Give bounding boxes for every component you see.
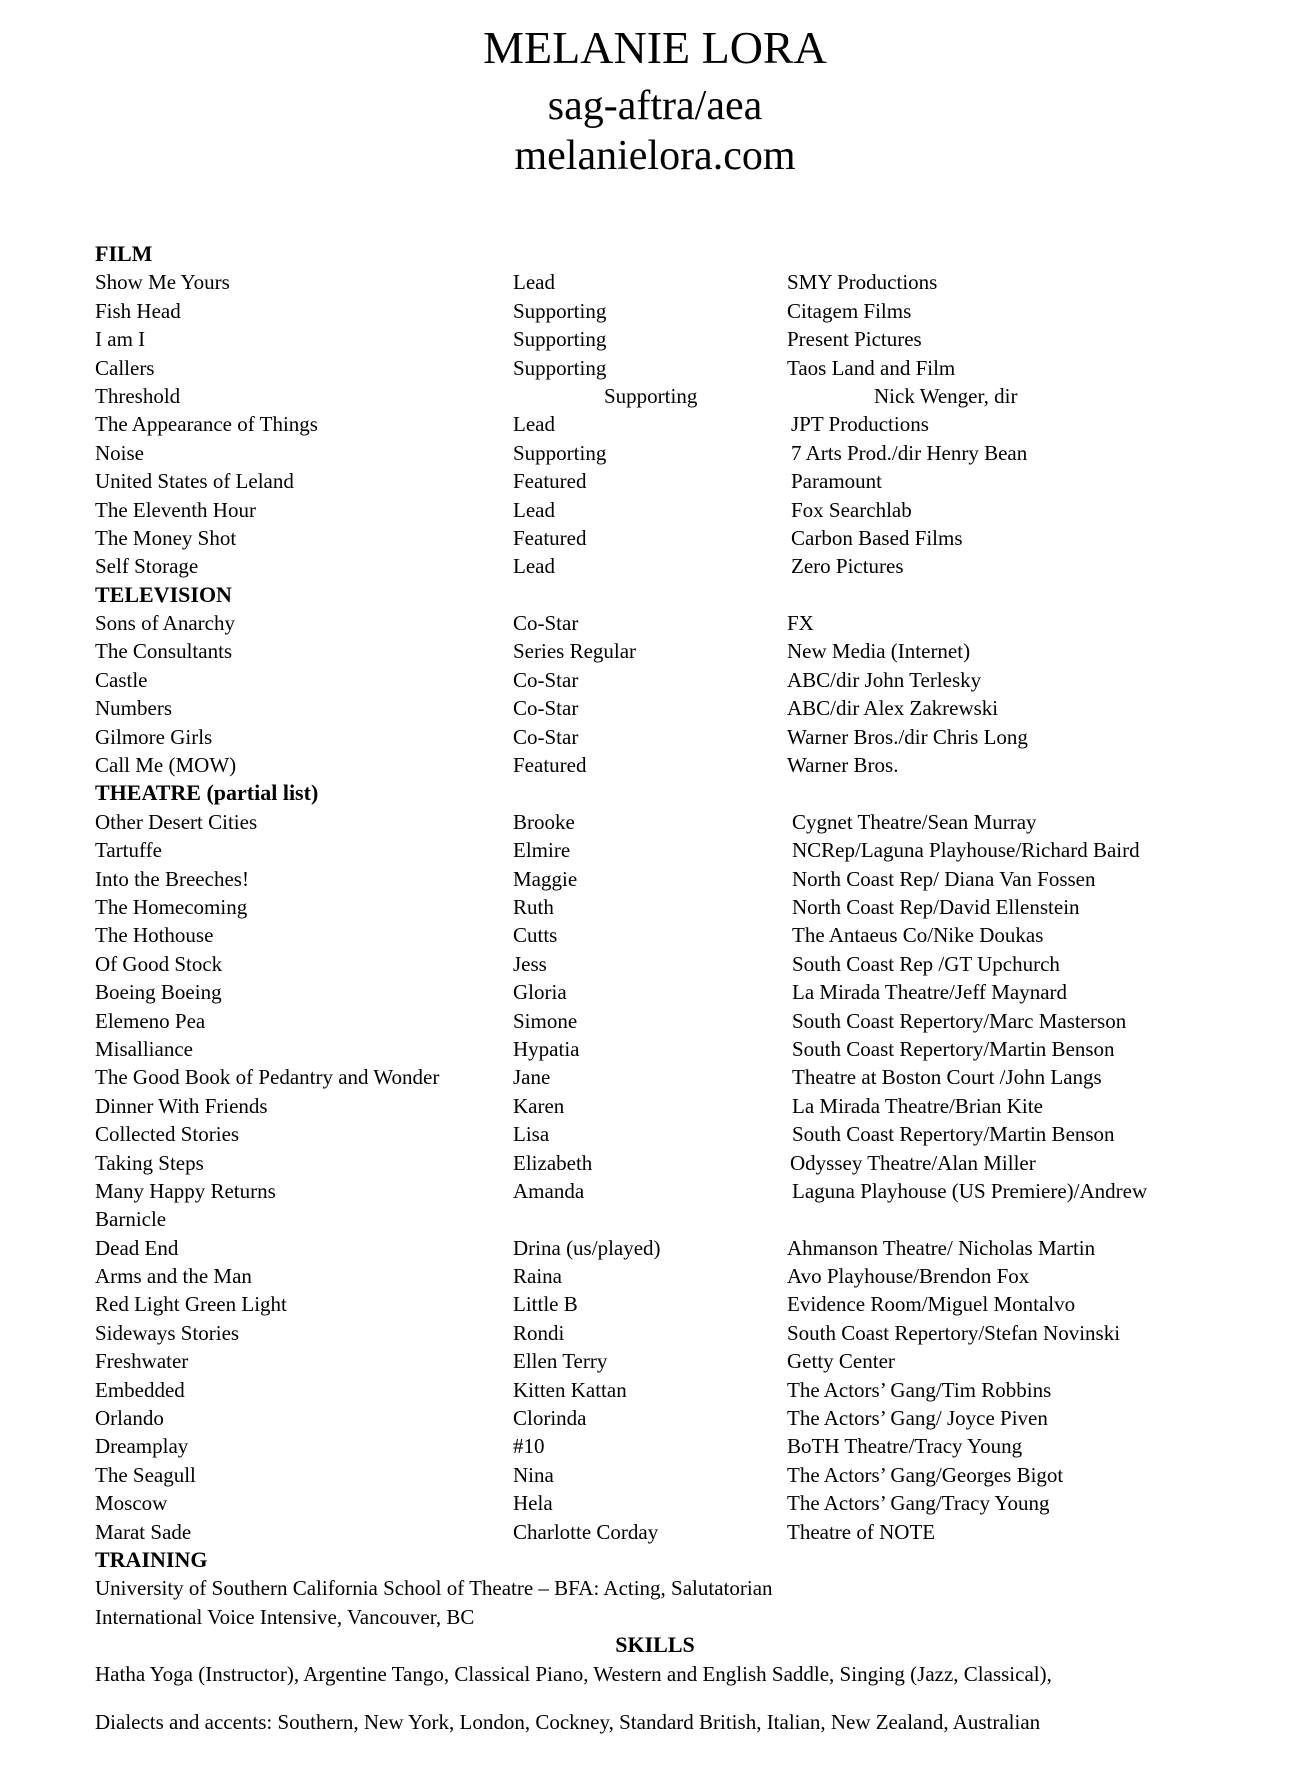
credit-role: Supporting <box>513 327 607 352</box>
credit-company: Odyssey Theatre/Alan Miller <box>790 1150 1036 1175</box>
credit-role: Rondi <box>513 1320 565 1345</box>
credit-company: North Coast Rep/ Diana Van Fossen <box>792 866 1096 891</box>
film-credits <box>0 268 1310 580</box>
credit-row <box>0 524 1310 552</box>
credit-role: Maggie <box>513 866 578 891</box>
credit-company: South Coast Repertory/Stefan Novinski <box>787 1320 1121 1345</box>
credit-company: New Media (Internet) <box>787 639 971 664</box>
credit-row <box>0 978 1310 1006</box>
credit-title: United States of Leland <box>95 469 294 494</box>
credit-row <box>0 1489 1310 1517</box>
skills-line: Hatha Yoga (Instructor), Argentine Tango, Classical Piano, Western and English Saddle, Singing (Jazz, Classical), <box>95 1661 1052 1686</box>
credit-role: Supporting <box>513 298 607 323</box>
credit-title: Castle <box>95 667 148 692</box>
credit-row <box>0 1149 1310 1177</box>
credit-row <box>0 1007 1310 1035</box>
credit-row <box>0 1035 1310 1063</box>
credit-company: Evidence Room/Miguel Montalvo <box>787 1292 1076 1317</box>
theatre-wrap-line: Barnicle <box>95 1207 167 1232</box>
credit-title: Show Me Yours <box>95 270 230 295</box>
credit-row <box>0 325 1310 353</box>
credit-role: Jess <box>513 951 547 976</box>
credit-title: Into the Breeches! <box>95 866 249 891</box>
credit-company: La Mirada Theatre/Jeff Maynard <box>792 980 1068 1005</box>
credit-row <box>0 1518 1310 1546</box>
training-section-heading: TRAINING <box>95 1546 208 1572</box>
dialects-line: Dialects and accents: Southern, New York, London, Cockney, Standard British, Italian, New Zealand, Australian <box>95 1709 1041 1734</box>
credit-title: Noise <box>95 440 144 465</box>
credit-role: Gloria <box>513 980 567 1005</box>
credit-company: NCRep/Laguna Playhouse/Richard Baird <box>792 838 1140 863</box>
credit-title: Sons of Anarchy <box>95 611 235 636</box>
credit-company: Taos Land and Film <box>787 355 956 380</box>
credit-company: Nick Wenger, dir <box>874 383 1018 408</box>
credit-role: Co-Star <box>513 611 579 636</box>
credit-role: Clorinda <box>513 1406 587 1431</box>
credit-title: Other Desert Cities <box>95 809 258 834</box>
credit-company: BoTH Theatre/Tracy Young <box>787 1434 1023 1459</box>
credit-title: Call Me (MOW) <box>95 753 237 778</box>
union-affiliation: sag-aftra/aea <box>547 83 763 129</box>
credit-row <box>0 382 1310 410</box>
credit-role: Co-Star <box>513 696 579 721</box>
credit-title: The Homecoming <box>95 894 248 919</box>
credit-row <box>0 694 1310 722</box>
credit-company: Ahmanson Theatre/ Nicholas Martin <box>787 1235 1096 1260</box>
credit-title: Fish Head <box>95 298 181 323</box>
credit-role: Elmire <box>513 838 571 863</box>
credit-title: Self Storage <box>95 554 199 579</box>
credit-title: Freshwater <box>95 1349 189 1374</box>
credit-company: Citagem Films <box>787 298 912 323</box>
credit-title: Boeing Boeing <box>95 980 222 1005</box>
credit-row <box>0 1262 1310 1290</box>
credit-role: Raina <box>513 1264 562 1289</box>
credit-row <box>0 637 1310 665</box>
credit-role: Little B <box>513 1292 578 1317</box>
credit-title: The Appearance of Things <box>95 412 318 437</box>
credit-title: Taking Steps <box>95 1150 204 1175</box>
credit-row <box>0 297 1310 325</box>
credit-company: FX <box>787 611 814 636</box>
credit-role: Lisa <box>513 1122 550 1147</box>
credit-title: Of Good Stock <box>95 951 223 976</box>
credit-title: Collected Stories <box>95 1122 240 1147</box>
credit-row <box>0 1120 1310 1148</box>
credit-title: Dead End <box>95 1235 179 1260</box>
credit-company: La Mirada Theatre/Brian Kite <box>792 1093 1043 1118</box>
credit-row <box>0 666 1310 694</box>
credit-role: Featured <box>513 753 587 778</box>
credit-row <box>0 496 1310 524</box>
credit-company: Paramount <box>791 469 882 494</box>
credit-row <box>0 751 1310 779</box>
credit-role: Co-Star <box>513 724 579 749</box>
credit-role: Hypatia <box>513 1036 580 1061</box>
training-line: International Voice Intensive, Vancouver, BC <box>95 1604 475 1629</box>
credit-company: Carbon Based Films <box>791 525 963 550</box>
credit-role: Nina <box>513 1462 554 1487</box>
television-section-heading: TELEVISION <box>95 581 232 607</box>
credit-company: Fox Searchlab <box>791 497 912 522</box>
credit-row <box>0 268 1310 296</box>
credit-role: #10 <box>513 1434 545 1459</box>
credit-title: The Eleventh Hour <box>95 497 256 522</box>
credit-title: Red Light Green Light <box>95 1292 287 1317</box>
theatre-credits <box>0 808 1310 1205</box>
credit-company: Theatre of NOTE <box>787 1519 936 1544</box>
credit-row <box>0 1461 1310 1489</box>
credit-role: Elizabeth <box>513 1150 593 1175</box>
credit-company: South Coast Repertory/Martin Benson <box>792 1122 1115 1147</box>
credit-row <box>0 1376 1310 1404</box>
credit-role: Supporting <box>513 355 607 380</box>
credit-row <box>0 723 1310 751</box>
credit-company: North Coast Rep/David Ellenstein <box>792 894 1080 919</box>
credit-company: The Actors’ Gang/Tracy Young <box>787 1491 1050 1516</box>
credit-row <box>0 893 1310 921</box>
credit-row <box>0 439 1310 467</box>
credit-row <box>0 1177 1310 1205</box>
credit-role: Cutts <box>513 923 558 948</box>
credit-title: Elemeno Pea <box>95 1008 206 1033</box>
credit-row <box>0 1063 1310 1091</box>
credit-role: Lead <box>513 412 555 437</box>
credit-company: Warner Bros. <box>787 753 899 778</box>
credit-role: Lead <box>513 497 555 522</box>
credit-role: Lead <box>513 270 555 295</box>
credit-company: The Antaeus Co/Nike Doukas <box>792 923 1044 948</box>
credit-title: Misalliance <box>95 1036 193 1061</box>
credit-company: JPT Productions <box>791 412 929 437</box>
credit-role: Supporting <box>513 440 607 465</box>
credit-role: Jane <box>513 1065 551 1090</box>
credit-company: 7 Arts Prod./dir Henry Bean <box>791 440 1028 465</box>
credit-row <box>0 552 1310 580</box>
credit-company: ABC/dir John Terlesky <box>787 667 982 692</box>
credit-row <box>0 410 1310 438</box>
credit-title: Dreamplay <box>95 1434 189 1459</box>
credit-row <box>0 1404 1310 1432</box>
credit-role: Drina (us/played) <box>513 1235 661 1260</box>
credit-role: Amanda <box>513 1178 585 1203</box>
credit-title: Numbers <box>95 696 172 721</box>
credit-role: Supporting <box>604 383 698 408</box>
credit-role: Co-Star <box>513 667 579 692</box>
credit-role: Brooke <box>513 809 575 834</box>
website-link[interactable]: melanielora.com <box>514 133 796 179</box>
spacer <box>0 1688 1310 1708</box>
credit-row <box>0 1234 1310 1262</box>
credit-company: Getty Center <box>787 1349 895 1374</box>
credit-company: Laguna Playhouse (US Premiere)/Andrew <box>792 1178 1148 1203</box>
credit-title: I am I <box>95 327 146 352</box>
credit-row <box>0 808 1310 836</box>
credit-title: Moscow <box>95 1491 168 1516</box>
credit-title: Marat Sade <box>95 1519 192 1544</box>
credit-role: Hela <box>513 1491 553 1516</box>
theatre-section-heading: THEATRE (partial list) <box>95 780 319 806</box>
credit-row <box>0 865 1310 893</box>
credit-title: The Hothouse <box>95 923 214 948</box>
credit-role: Lead <box>513 554 555 579</box>
credit-title: Many Happy Returns <box>95 1178 276 1203</box>
credit-company: Warner Bros./dir Chris Long <box>787 724 1028 749</box>
credit-company: Zero Pictures <box>791 554 904 579</box>
credit-row <box>0 1347 1310 1375</box>
credit-title: Orlando <box>95 1406 164 1431</box>
credit-title: Threshold <box>95 383 181 408</box>
credit-company: The Actors’ Gang/Tim Robbins <box>787 1377 1052 1402</box>
credit-row <box>0 1290 1310 1318</box>
credit-company: Present Pictures <box>787 327 922 352</box>
credit-role: Simone <box>513 1008 578 1033</box>
credit-row <box>0 836 1310 864</box>
credit-role: Featured <box>513 525 587 550</box>
credit-role: Kitten Kattan <box>513 1377 627 1402</box>
credit-row <box>0 921 1310 949</box>
film-section-heading: FILM <box>95 241 153 266</box>
training-line: University of Southern California School of Theatre – BFA: Acting, Salutatorian <box>95 1576 773 1601</box>
credit-row <box>0 354 1310 382</box>
credit-row <box>0 1319 1310 1347</box>
credit-title: The Consultants <box>95 639 233 664</box>
credit-company: South Coast Repertory/Marc Masterson <box>792 1008 1127 1033</box>
credit-title: The Good Book of Pedantry and Wonder <box>95 1065 440 1090</box>
credit-role: Ellen Terry <box>513 1349 608 1374</box>
credit-role: Charlotte Corday <box>513 1519 659 1544</box>
skills-section-heading: SKILLS <box>615 1632 695 1658</box>
credit-title: Dinner With Friends <box>95 1093 268 1118</box>
credit-role: Featured <box>513 469 587 494</box>
theatre-credits-continued <box>0 1234 1310 1546</box>
credit-row <box>0 950 1310 978</box>
credit-title: Sideways Stories <box>95 1320 240 1345</box>
resume-name: MELANIE LORA <box>483 22 827 73</box>
credit-company: Theatre at Boston Court /John Langs <box>792 1065 1102 1090</box>
television-credits <box>0 609 1310 779</box>
credit-company: ABC/dir Alex Zakrewski <box>787 696 999 721</box>
credit-company: South Coast Repertory/Martin Benson <box>792 1036 1115 1061</box>
credit-role: Ruth <box>513 894 554 919</box>
resume-body <box>0 240 1310 1736</box>
credit-company: Avo Playhouse/Brendon Fox <box>787 1264 1030 1289</box>
credit-company: Cygnet Theatre/Sean Murray <box>792 809 1037 834</box>
credit-role: Karen <box>513 1093 565 1118</box>
credit-title: The Seagull <box>95 1462 196 1487</box>
credit-title: The Money Shot <box>95 525 237 550</box>
credit-company: The Actors’ Gang/Georges Bigot <box>787 1462 1064 1487</box>
credit-title: Callers <box>95 355 155 380</box>
credit-title: Embedded <box>95 1377 185 1402</box>
credit-row <box>0 1092 1310 1120</box>
credit-company: SMY Productions <box>787 270 938 295</box>
credit-row <box>0 609 1310 637</box>
credit-role: Series Regular <box>513 639 637 664</box>
credit-row <box>0 467 1310 495</box>
credit-title: Gilmore Girls <box>95 724 213 749</box>
credit-title: Arms and the Man <box>95 1264 252 1289</box>
credit-title: Tartuffe <box>95 838 162 863</box>
credit-row <box>0 1432 1310 1460</box>
credit-company: South Coast Rep /GT Upchurch <box>792 951 1060 976</box>
credit-company: The Actors’ Gang/ Joyce Piven <box>787 1406 1048 1431</box>
